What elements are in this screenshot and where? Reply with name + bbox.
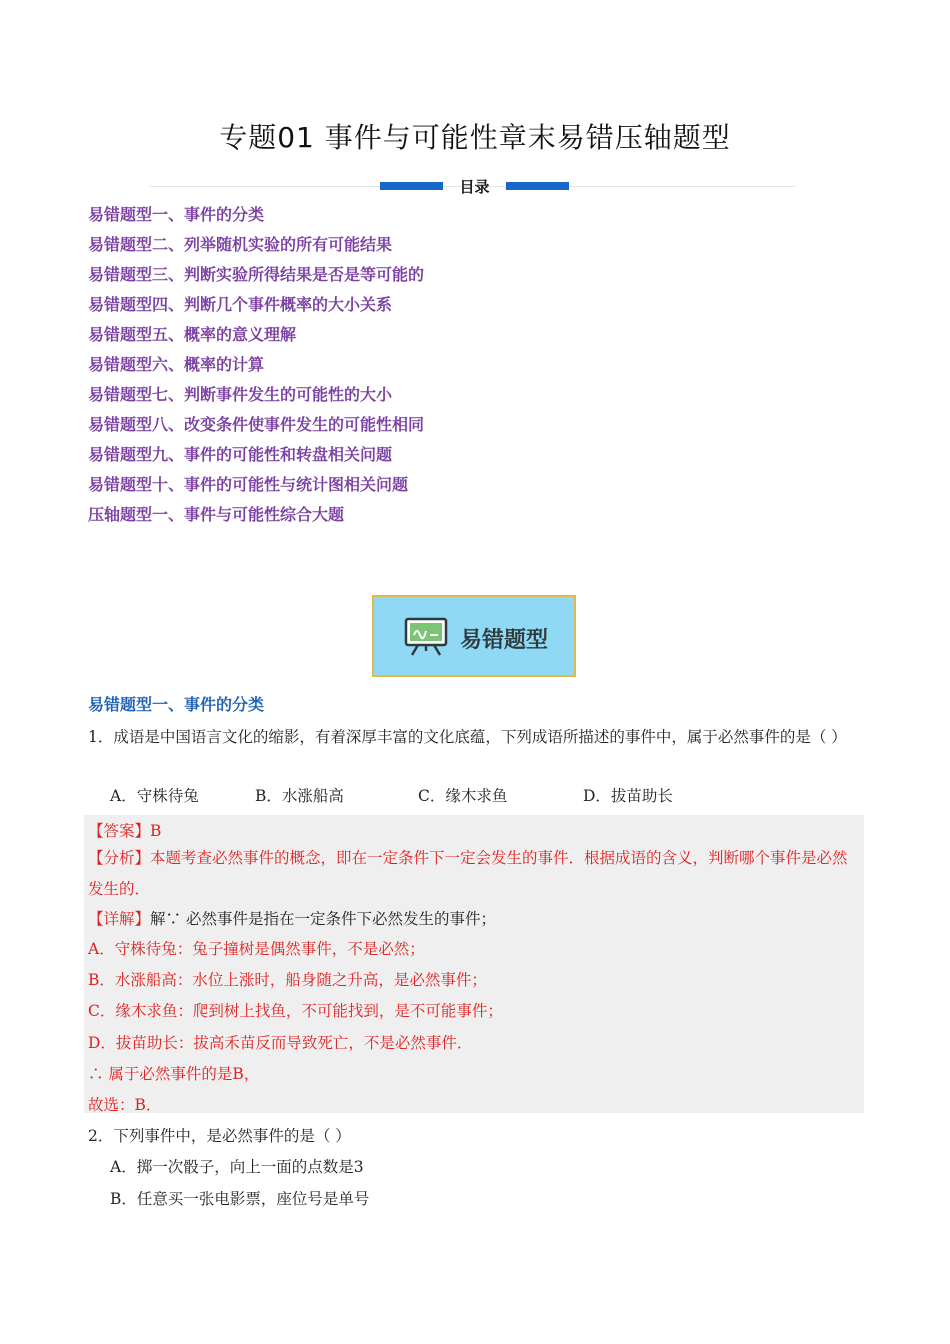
- table-of-contents: [88, 204, 424, 534]
- q2-option-a[interactable]: A．掷一次骰子，向上一面的点数是3: [110, 1158, 364, 1176]
- chalkboard-icon: [404, 617, 448, 657]
- solution-line: A．守株待兔：兔子撞树是偶然事件，不是必然；: [88, 940, 425, 958]
- toc-item[interactable]: 易错题型七、判断事件发生的可能性的大小: [88, 385, 393, 404]
- toc-item[interactable]: 易错题型五、概率的意义理解: [88, 325, 297, 344]
- toc-header: [150, 176, 800, 196]
- detail-text: 解∵ 必然事件是指在一定条件下必然发生的事件；: [150, 910, 496, 928]
- toc-item[interactable]: 易错题型一、事件的分类: [88, 205, 265, 224]
- toc-item[interactable]: 易错题型十、事件的可能性与统计图相关问题: [88, 475, 409, 494]
- toc-item[interactable]: 易错题型二、列举随机实验的所有可能结果: [88, 235, 393, 254]
- detail-label: 【详解】: [88, 910, 151, 928]
- answer-panel: [84, 815, 864, 1113]
- solution-line: ∴ 属于必然事件的是B，: [88, 1065, 260, 1083]
- page-title: 专题01 事件与可能性章末易错压轴题型: [219, 121, 731, 154]
- section-title: 易错题型一、事件的分类: [88, 695, 265, 714]
- option-b[interactable]: B．水涨船高: [255, 787, 344, 805]
- toc-item[interactable]: 易错题型三、判断实验所得结果是否是等可能的: [88, 265, 425, 284]
- solution-line: D．拔苗助长：拔高禾苗反而导致死亡，不是必然事件．: [88, 1034, 473, 1052]
- toc-item[interactable]: 压轴题型一、事件与可能性综合大题: [88, 505, 345, 524]
- question-1-stem: 1．成语是中国语言文化的缩影，有着深厚丰富的文化底蕴，下列成语所描述的事件中，属于必然事件的是（ ）: [88, 728, 847, 746]
- toc-bar-right: [506, 182, 569, 190]
- question-1-options: [110, 784, 810, 808]
- toc-item[interactable]: 易错题型九、事件的可能性和转盘相关问题: [88, 445, 393, 464]
- solution-line: B．水涨船高：水位上涨时，船身随之升高，是必然事件；: [88, 971, 487, 989]
- toc-item[interactable]: 易错题型六、概率的计算: [88, 355, 265, 374]
- option-a[interactable]: A．守株待兔: [110, 787, 199, 805]
- solution-line: 故选：B．: [88, 1096, 162, 1114]
- option-d[interactable]: D．拔苗助长: [583, 787, 673, 805]
- section-badge: [372, 595, 576, 677]
- badge-label: 易错题型: [460, 628, 549, 653]
- option-c[interactable]: C．缘木求鱼: [418, 787, 508, 805]
- answer-line: 【答案】B: [88, 822, 162, 840]
- q2-option-b[interactable]: B．任意买一张电影票，座位号是单号: [110, 1190, 370, 1208]
- toc-item[interactable]: 易错题型四、判断几个事件概率的大小关系: [88, 295, 393, 314]
- solution-line: C．缘木求鱼：爬到树上找鱼，不可能找到，是不可能事件；: [88, 1002, 503, 1020]
- detail-line: [88, 907, 496, 929]
- toc-bar-left: [380, 182, 443, 190]
- question-2-stem: 2．下列事件中，是必然事件的是（ ）: [88, 1127, 351, 1145]
- toc-heading: 目录: [459, 178, 490, 196]
- analysis-text: 【分析】本题考查必然事件的概念，即在一定条件下一定会发生的事件．根据成语的含义，判断哪个事件是必然发生的．: [88, 849, 848, 898]
- toc-item[interactable]: 易错题型八、改变条件使事件发生的可能性相同: [88, 415, 425, 434]
